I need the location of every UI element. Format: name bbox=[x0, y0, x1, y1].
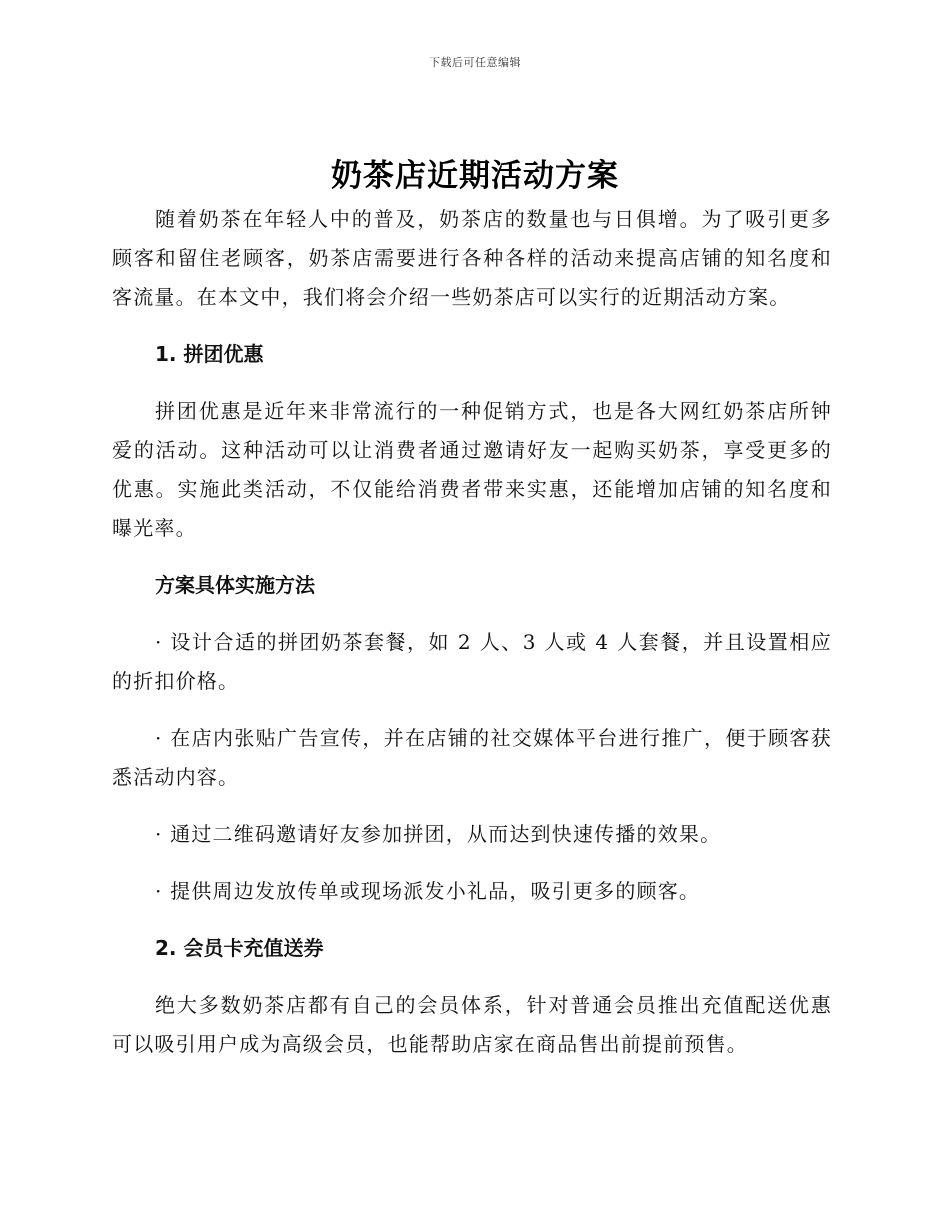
section-2-heading: 2. 会员卡充值送券 bbox=[155, 936, 324, 960]
section-2-paragraph: 绝大多数奶茶店都有自己的会员体系，针对普通会员推出充值配送优惠可以吸引用户成为高级会员，也能帮助店家在商品售出前提前预售。 bbox=[112, 993, 832, 1056]
section-1-paragraph: 拼团优惠是近年来非常流行的一种促销方式，也是各大网红奶茶店所钟爱的活动。这种活动可以让消费者通过邀请好友一起购买奶茶，享受更多的优惠。实施此类活动，不仅能给消费者带来实惠，还能增加店铺的知名度和曝光率。 bbox=[112, 399, 832, 540]
bullet-item: · 设计合适的拼团奶茶套餐，如 2 人、3 人或 4 人套餐，并且设置相应的折扣价格。 bbox=[112, 630, 832, 693]
bullet-item: · 提供周边发放传单或现场派发小礼品，吸引更多的顾客。 bbox=[155, 879, 701, 903]
section-1-heading: 1. 拼团优惠 bbox=[155, 342, 264, 366]
intro-paragraph: 随着奶茶在年轻人中的普及，奶茶店的数量也与日俱增。为了吸引更多顾客和留住老顾客，奶茶店需要进行各种各样的活动来提高店铺的知名度和客流量。在本文中，我们将会介绍一些奶茶店可以实行的近期活动方案。 bbox=[112, 207, 832, 309]
header-note: 下载后可任意编辑 bbox=[429, 56, 521, 69]
bullet-item: · 通过二维码邀请好友参加拼团，从而达到快速传播的效果。 bbox=[155, 822, 722, 846]
page-title: 奶茶店近期活动方案 bbox=[331, 158, 619, 194]
section-1-subheading: 方案具体实施方法 bbox=[155, 573, 315, 597]
bullet-item: · 在店内张贴广告宣传，并在店铺的社交媒体平台进行推广，便于顾客获悉活动内容。 bbox=[112, 726, 832, 789]
document-body bbox=[112, 200, 832, 1082]
